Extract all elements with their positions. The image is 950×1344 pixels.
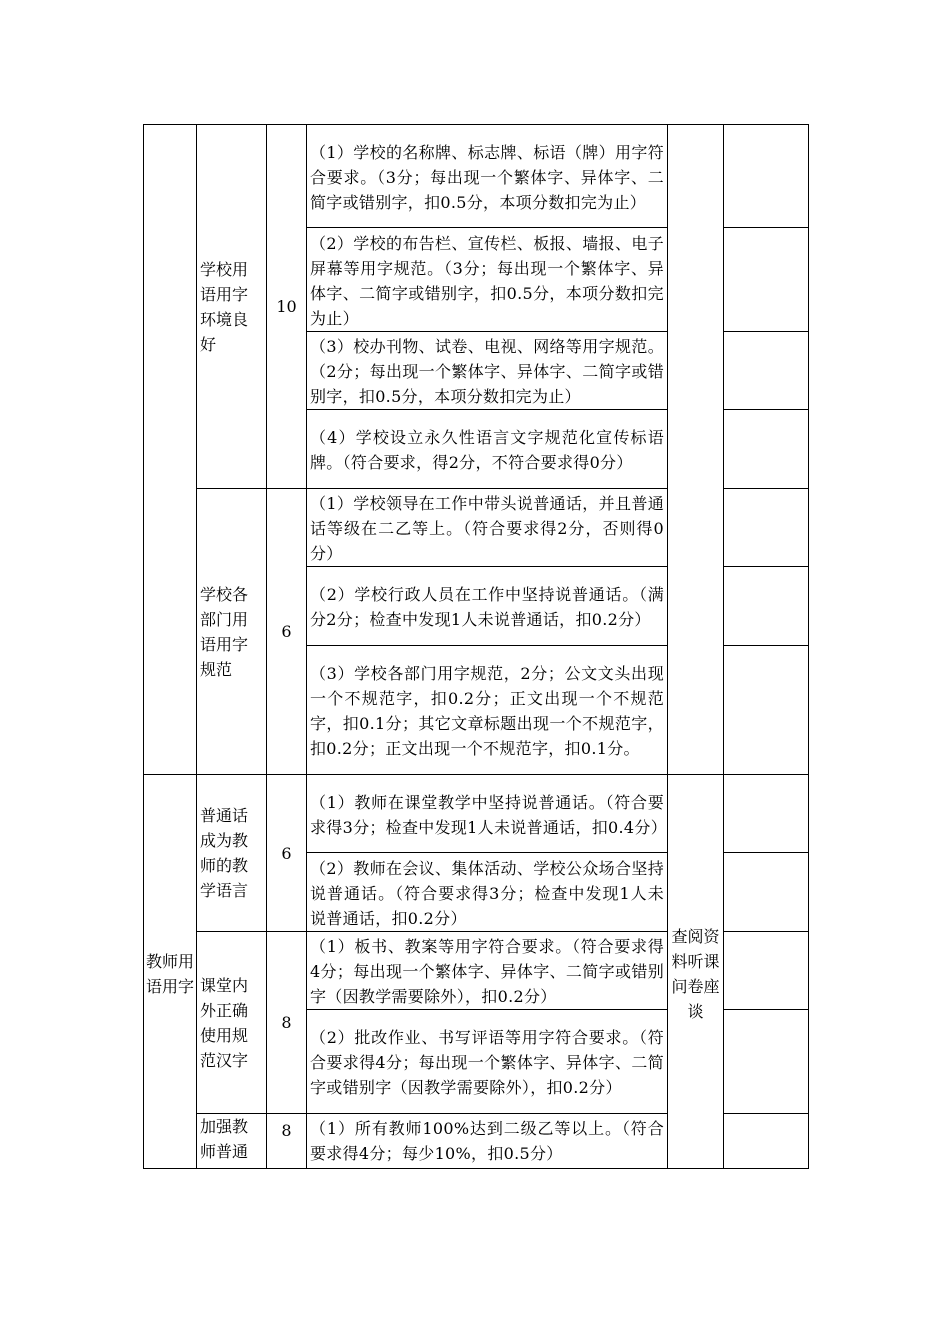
method-cell: 查阅资料听课问卷座谈 [668,775,724,1169]
subsection-name: 学校各部门用语用字规范 [197,489,267,775]
score-entry-cell [724,228,809,332]
method-cell [668,125,724,775]
criterion-text: （2）学校行政人员在工作中坚持说普通话。（满分2分；检查中发现1人未说普通话，扣0.2分） [307,567,668,646]
criterion-text: （3）学校各部门用字规范，2分；公文文头出现一个不规范字，扣0.2分；正文出现一个不规范字，扣0.1分；其它文章标题出现一个不规范字，扣0.2分；正文出现一个不规范字，扣0.1分。 [307,646,668,775]
criterion-text: （4）学校设立永久性语言文字规范化宣传标语牌。（符合要求，得2分，不符合要求得0分） [307,410,668,489]
criterion-text: （1）板书、教案等用字符合要求。（符合要求得4分；每出现一个繁体字、异体字、二简字或错别字（因教学需要除外），扣0.2分） [307,932,668,1010]
criterion-text: （1）所有教师100%达到二级乙等以上。（符合要求得4分；每少10%，扣0.5分） [307,1114,668,1169]
subsection-name: 学校用语用字环境良好 [197,125,267,489]
subsection-score: 6 [267,489,307,775]
criterion-text: （2）教师在会议、集体活动、学校公众场合坚持说普通话。（符合要求得3分；检查中发现1人未说普通话，扣0.2分） [307,853,668,932]
score-entry-cell [724,1010,809,1114]
criterion-text: （1）教师在课堂教学中坚持说普通话。（符合要求得3分；检查中发现1人未说普通话，扣0.4分） [307,775,668,853]
criterion-text: （1）学校领导在工作中带头说普通话，并且普通话等级在二乙等上。（符合要求得2分，否则得0分） [307,489,668,567]
criterion-text: （2）学校的布告栏、宣传栏、板报、墙报、电子屏幕等用字规范。（3分；每出现一个繁体字、异体字、二简字或错别字，扣0.5分，本项分数扣完为止） [307,228,668,332]
score-entry-cell [724,853,809,932]
subsection-score: 8 [267,1114,307,1169]
table-row [144,775,809,853]
score-entry-cell [724,489,809,567]
score-entry-cell [724,646,809,775]
evaluation-table [143,124,809,1169]
score-entry-cell [724,567,809,646]
subsection-score: 8 [267,932,307,1114]
score-entry-cell [724,125,809,228]
criterion-text: （2）批改作业、书写评语等用字符合要求。（符合要求得4分；每出现一个繁体字、异体字、二简字或错别字（因教学需要除外），扣0.2分） [307,1010,668,1114]
criterion-text: （3）校办刊物、试卷、电视、网络等用字规范。（2分；每出现一个繁体字、异体字、二简字或错别字，扣0.5分，本项分数扣完为止） [307,332,668,410]
subsection-name: 普通话成为教师的教学语言 [197,775,267,932]
score-entry-cell [724,410,809,489]
score-entry-cell [724,932,809,1010]
subsection-name: 课堂内外正确使用规范汉字 [197,932,267,1114]
score-entry-cell [724,1114,809,1169]
subsection-score: 6 [267,775,307,932]
criterion-text: （1）学校的名称牌、标志牌、标语（牌）用字符合要求。（3分；每出现一个繁体字、异体字、二简字或错别字，扣0.5分，本项分数扣完为止） [307,125,668,228]
score-entry-cell [724,775,809,853]
category-cell: 教师用语用字 [144,775,197,1169]
table-row [144,125,809,228]
subsection-name: 加强教师普通 [197,1114,267,1169]
subsection-score: 10 [267,125,307,489]
score-entry-cell [724,332,809,410]
category-cell [144,125,197,775]
